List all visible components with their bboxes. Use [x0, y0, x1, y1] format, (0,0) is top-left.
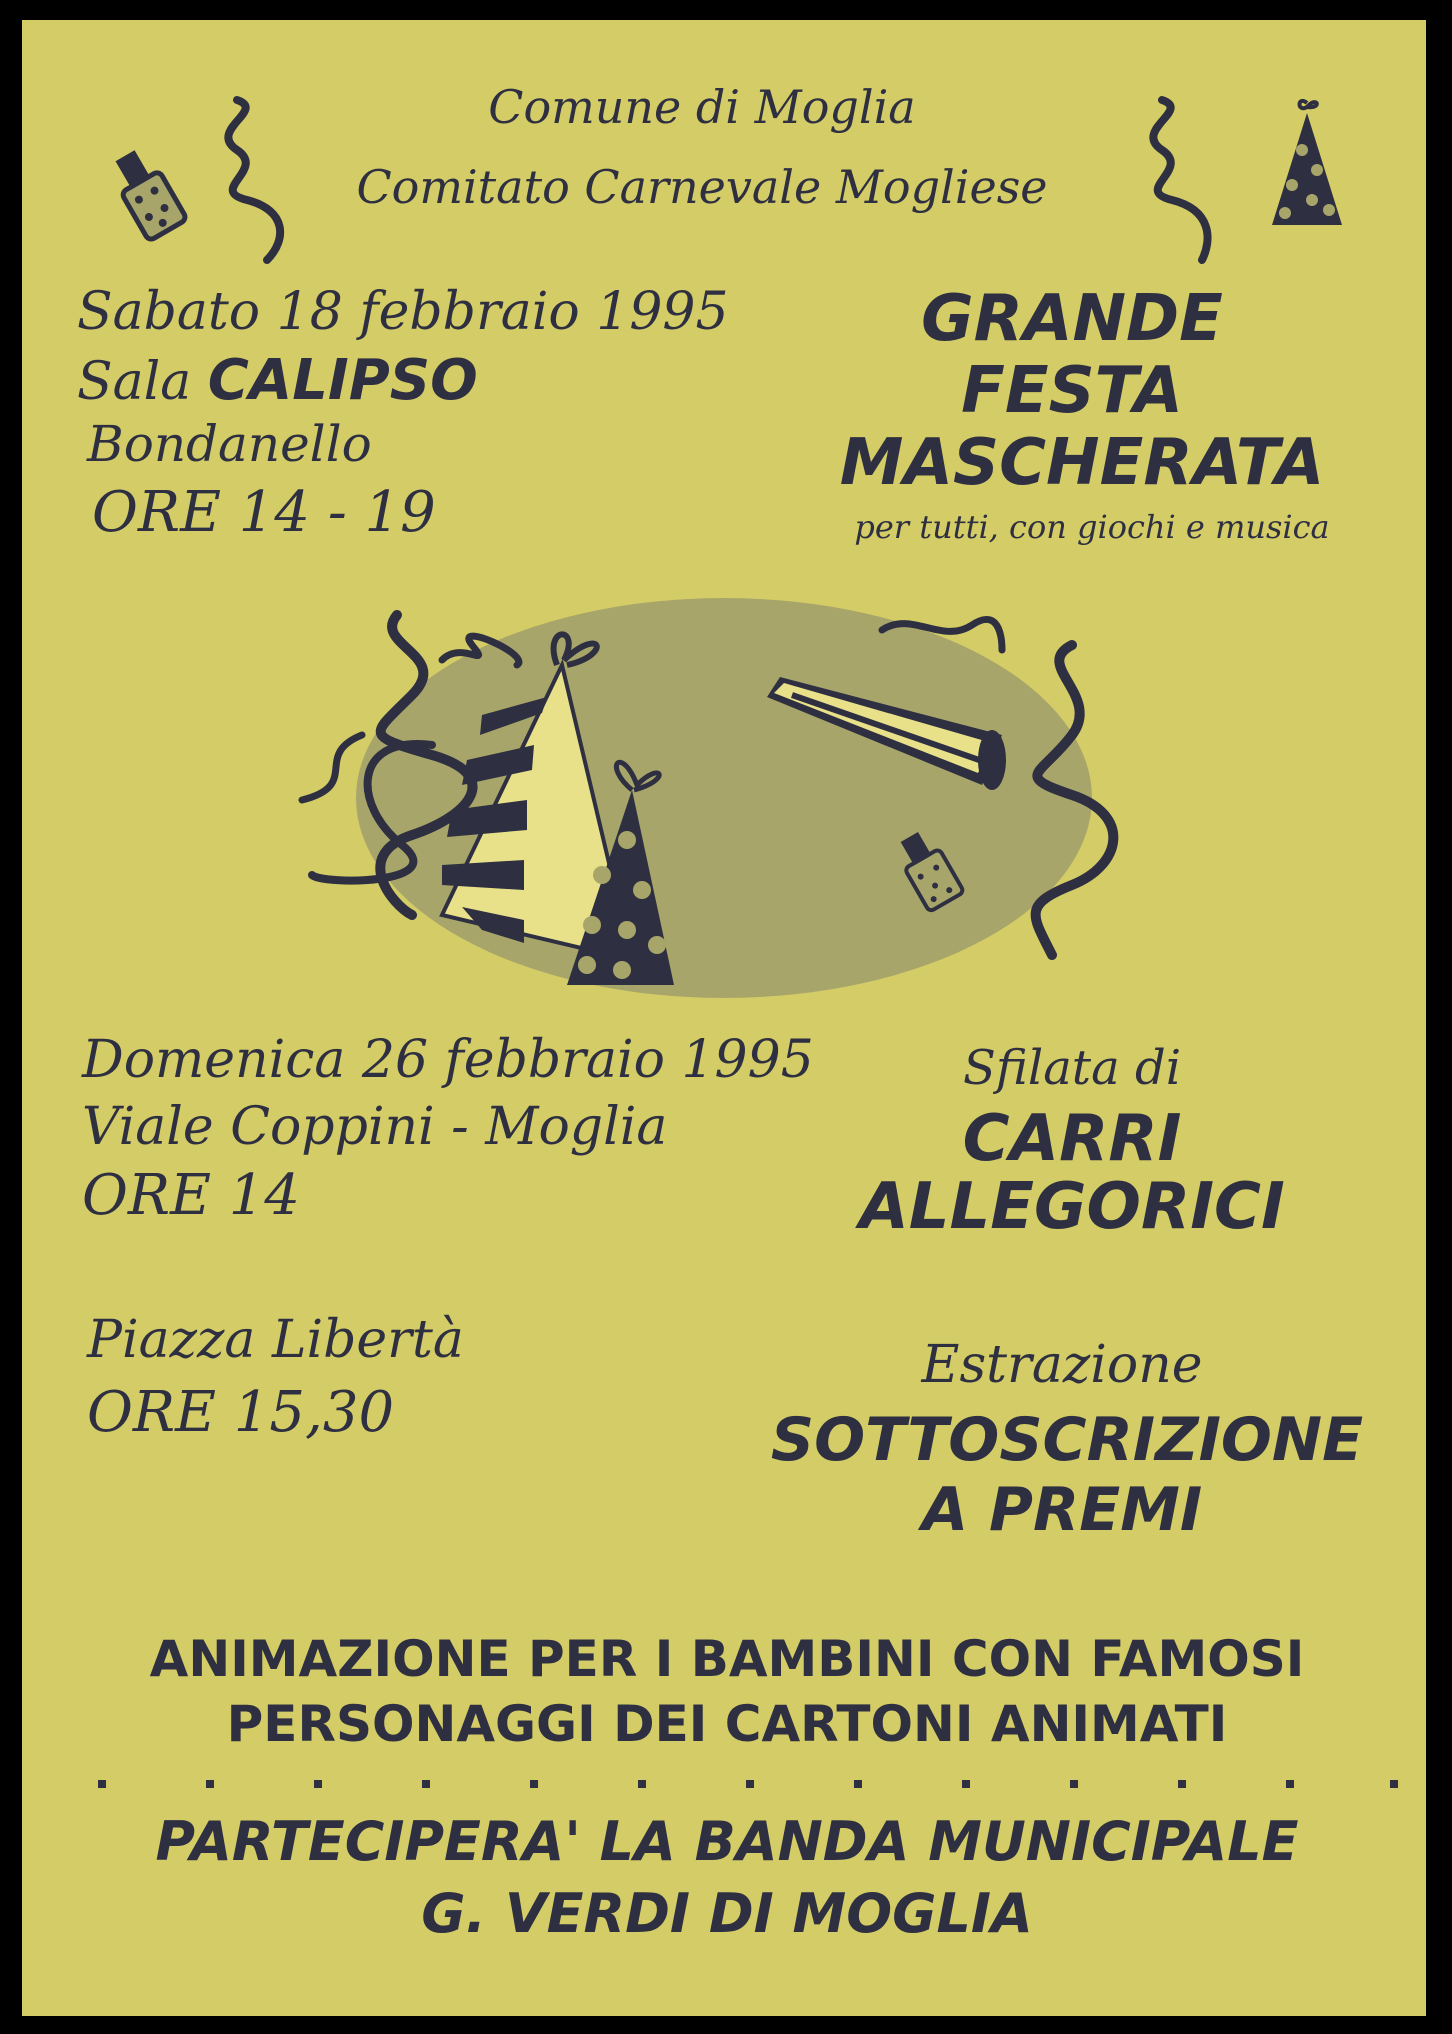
event2-date: Domenica 26 febbraio 1995 [82, 1030, 814, 1090]
event2-place: Viale Coppini - Moglia [82, 1097, 668, 1157]
header-line-2: Comitato Carnevale Mogliese [356, 160, 1048, 214]
event1-time: ORE 14 - 19 [92, 480, 436, 545]
animation-line-1: ANIMAZIONE PER I BAMBINI CON FAMOSI [149, 1630, 1305, 1688]
event1-venue [77, 348, 478, 413]
animation-line-2: PERSONAGGI DEI CARTONI ANIMATI [226, 1695, 1228, 1753]
poster [22, 20, 1426, 2016]
event1-venue-name: CALIPSO [207, 348, 478, 413]
event3-title-line-2: A PREMI [921, 1475, 1203, 1545]
event2-time: ORE 14 [82, 1163, 301, 1228]
streamer-icon [302, 735, 362, 800]
event3-time: ORE 15,30 [87, 1380, 395, 1445]
event1-title-line-2: FESTA [961, 354, 1183, 428]
event2-title-pre: Sfilata di [962, 1040, 1182, 1096]
event2-title-line-2: ALLEGORICI [859, 1170, 1285, 1244]
streamer-icon [197, 90, 297, 270]
band-line-1: PARTECIPERA' LA BANDA MUNICIPALE [155, 1810, 1299, 1873]
party-hat-icon [1267, 95, 1347, 230]
carnival-illustration [302, 585, 1152, 1035]
band-line-2: G. VERDI DI MOGLIA [421, 1882, 1033, 1945]
header-line-1: Comune di Moglia [488, 80, 916, 134]
event3-title-line-1: SOTTOSCRIZIONE [770, 1405, 1364, 1475]
event1-subtitle: per tutti, con giochi e musica [854, 508, 1330, 546]
event1-title-line-3: MASCHERATA [839, 426, 1325, 500]
streamer-icon [1132, 90, 1232, 270]
event2-title-line-1: CARRI [962, 1102, 1182, 1176]
event1-place: Bondanello [87, 415, 372, 473]
event1-date: Sabato 18 febbraio 1995 [77, 282, 729, 342]
event3-title-pre: Estrazione [921, 1335, 1203, 1395]
event1-title-line-1: GRANDE [921, 282, 1223, 356]
dotted-divider [98, 1780, 1398, 1792]
event1-venue-prefix: Sala [77, 352, 192, 412]
event3-place: Piazza Libertà [87, 1310, 464, 1370]
